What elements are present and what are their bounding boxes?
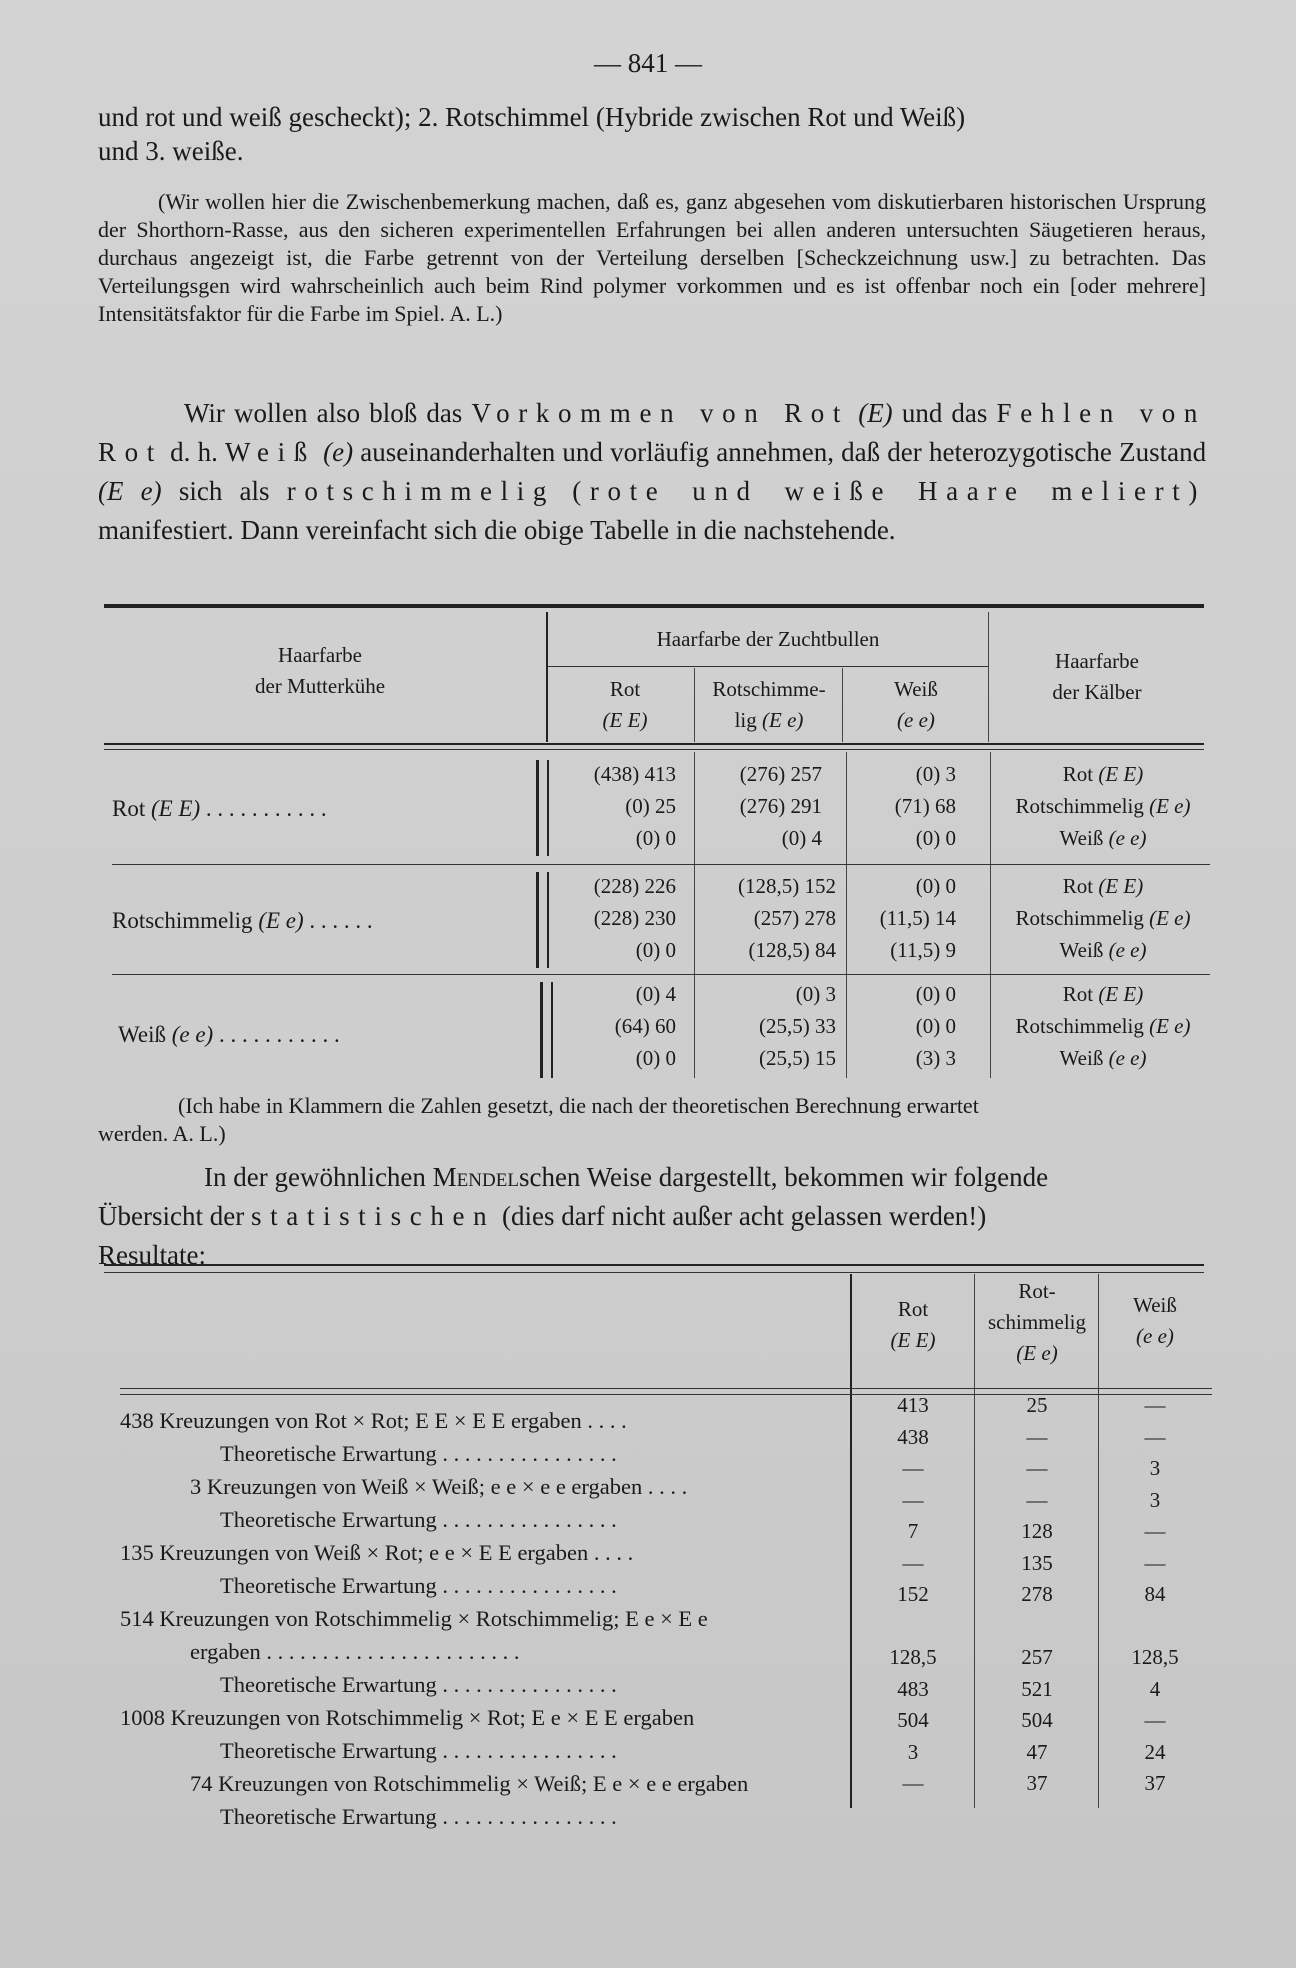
- column-rotschimmelig: [976, 1390, 1098, 1800]
- value-weiss: 3: [1149, 1456, 1161, 1480]
- column-rot: [852, 1390, 974, 1800]
- cross-row: 514 Kreuzungen von Rotschimmelig × Rotschimmelig; E e × E e: [120, 1606, 708, 1631]
- cell-rotschimmelig: (0) 3: [795, 982, 836, 1006]
- value-weiss: 128,5: [1131, 1645, 1179, 1669]
- table-divider: [988, 612, 989, 742]
- intro-line-1: und rot und weiß gescheckt); 2. Rotschimmel (Hybride zwischen Rot und Weiß): [98, 102, 966, 132]
- value-rot: 438: [897, 1424, 929, 1449]
- cell-rot: (0) 25: [625, 794, 676, 818]
- table-top-rule: [104, 1264, 1204, 1266]
- cross-row: 1008 Kreuzungen von Rotschimmelig × Rot; E e × E E ergaben: [120, 1705, 695, 1730]
- table-divider: [548, 666, 988, 667]
- brace: [540, 982, 553, 1078]
- cell-calf: Rot (E E): [1062, 762, 1144, 786]
- cell-weiss: (11,5) 9: [890, 938, 956, 962]
- value-rotschimmelig: [976, 1611, 1098, 1643]
- value-rot: 504: [897, 1708, 929, 1732]
- value-rotschimmelig: —: [1026, 1456, 1048, 1480]
- value-rot: 483: [897, 1676, 929, 1701]
- mendel-paragraph: In der gewöhnlichen Mendelschen Weise dargestellt, bekommen wir folgende Übersicht der statistischen (dies darf nicht außer acht gelassen werden!) Resultate:: [98, 1162, 1049, 1270]
- intro-text: [98, 100, 1206, 168]
- table-divider: [694, 752, 695, 1078]
- table-divider: [694, 668, 695, 742]
- value-rotschimmelig: 128: [1021, 1519, 1053, 1543]
- header-rot: Rot (E E): [890, 1297, 936, 1352]
- cell-rotschimmelig: (257) 278: [753, 906, 836, 930]
- value-rotschimmelig: 25: [1026, 1393, 1048, 1417]
- cell-rot: (228) 230: [593, 906, 676, 930]
- cell-rotschimmelig: (25,5) 15: [759, 1046, 836, 1070]
- value-rot: 413: [897, 1393, 929, 1417]
- main-paragraph: Wir wollen also bloß das Vorkommen von Rot (E) und das Fehlen von Rot d. h. Weiß (e) auseinanderhalten und vorläufig annehmen, daß der heterozygotische Zustand (E e) sich als rotschimmelig (rote und weiße Haare meliert) manifestiert. Dann vereinfacht sich die obige Tabelle in die nachstehende.: [98, 398, 1207, 545]
- table-divider: [846, 752, 847, 1078]
- page-number: — 841 —: [594, 48, 702, 78]
- cell-calf: Weiß (e e): [1059, 938, 1147, 962]
- value-weiss: —: [1144, 1424, 1166, 1449]
- value-rot: [852, 1611, 974, 1643]
- value-rot: 152: [897, 1582, 929, 1606]
- value-weiss: —: [1144, 1519, 1166, 1543]
- value-rotschimmelig: —: [1026, 1424, 1048, 1449]
- cell-rot: (0) 0: [635, 826, 676, 850]
- value-weiss: —: [1144, 1393, 1166, 1417]
- intro-line-2: und 3. weiße.: [98, 136, 244, 166]
- cell-rot: (0) 0: [635, 938, 676, 962]
- header-bulls: Haarfarbe der Zuchtbullen: [656, 627, 880, 651]
- table-divider: [842, 668, 843, 742]
- group-divider: [112, 974, 1210, 975]
- cross-row: Theoretische Erwartung . . . . . . . . . . . . . . . .: [220, 1441, 617, 1466]
- cross-row: 135 Kreuzungen von Weiß × Rot; e e × E E ergaben . . . .: [120, 1540, 634, 1565]
- value-weiss: 24: [1144, 1739, 1166, 1764]
- cell-calf: Rot (E E): [1062, 874, 1144, 898]
- value-rotschimmelig: 504: [1021, 1708, 1053, 1732]
- cross-row: Theoretische Erwartung . . . . . . . . . . . . . . . .: [220, 1507, 617, 1532]
- value-rotschimmelig: 278: [1021, 1582, 1053, 1606]
- cell-rotschimmelig: (25,5) 33: [759, 1014, 836, 1038]
- header-bull-weiss: Weiß (e e): [894, 677, 938, 732]
- cell-calf: Rotschimmelig (E e): [1015, 794, 1191, 818]
- cell-rot: (438) 413: [593, 762, 676, 786]
- value-weiss: 3: [1149, 1487, 1161, 1512]
- table-divider: [990, 752, 991, 1078]
- table-divider: [974, 1274, 975, 1808]
- cell-weiss: (0) 0: [915, 874, 956, 898]
- table-divider: [1098, 1274, 1099, 1808]
- cell-calf: Rotschimmelig (E e): [1015, 1014, 1191, 1038]
- mother-row-label: Rotschimmelig (E e) . . . . . .: [112, 908, 373, 933]
- header-bull-rot: Rot (E E): [602, 677, 648, 732]
- group-divider: [112, 864, 1210, 865]
- crosses-list: [120, 1404, 850, 1833]
- header-rule: [120, 1388, 1212, 1389]
- value-rot: —: [902, 1550, 924, 1575]
- value-weiss: [1100, 1611, 1210, 1643]
- header-bull-rotschimmelig: Rotschimme- lig (E e): [712, 677, 826, 732]
- value-weiss: —: [1144, 1708, 1166, 1732]
- table-top-rule: [104, 1272, 1204, 1273]
- column-weiss: [1100, 1390, 1210, 1800]
- value-rotschimmelig: 521: [1021, 1676, 1053, 1701]
- header-rotschimmelig: Rot- schimmelig (E e): [988, 1279, 1086, 1365]
- cell-rot: (64) 60: [614, 1014, 676, 1038]
- cross-row: Theoretische Erwartung . . . . . . . . . . . . . . . .: [220, 1573, 617, 1598]
- cell-weiss: (0) 0: [915, 982, 956, 1006]
- header-mother: Haarfarbe der Mutterkühe: [254, 643, 386, 698]
- value-rot: —: [902, 1487, 924, 1512]
- table-header-rule: [104, 749, 1204, 750]
- cell-rotschimmelig: (276) 257: [739, 762, 822, 786]
- value-weiss: 84: [1144, 1582, 1166, 1606]
- value-rot: —: [902, 1456, 924, 1480]
- header-calves: Haarfarbe der Kälber: [1052, 649, 1142, 704]
- value-rotschimmelig: 47: [1026, 1739, 1048, 1764]
- table-top-rule: [104, 604, 1204, 608]
- table-note: (Ich habe in Klammern die Zahlen gesetzt, die nach der theoretischen Berechnung erwartet werden. A. L.): [98, 1093, 979, 1146]
- cross-row: 3 Kreuzungen von Weiß × Weiß; e e × e e ergaben . . . .: [190, 1474, 688, 1499]
- value-rotschimmelig: 135: [1021, 1550, 1053, 1575]
- cross-row: Theoretische Erwartung . . . . . . . . . . . . . . . .: [220, 1672, 617, 1697]
- value-rotschimmelig: —: [1026, 1487, 1048, 1512]
- cell-weiss: (71) 68: [894, 794, 956, 818]
- footnote-paragraph: (Wir wollen hier die Zwischenbemerkung machen, daß es, ganz abgesehen vom diskutierbaren historischen Ursprung der Shorthorn-Rasse, aus den sicheren experimentellen Erfahrungen bei allen anderen untersuchten Säugetieren heraus, durchaus angezeigt ist, die Farbe getrennt von der Verteilung derselben [Scheckzeichnung usw.] zu betrachten. Das Verteilungsgen wird wahrscheinlich auch beim Rind polymer vorkommen und es ist offenbar noch ein [oder mehrere] Intensitätsfaktor für die Farbe im Spiel. A. L.): [98, 189, 1206, 326]
- value-weiss: 4: [1149, 1676, 1161, 1701]
- value-rot: 7: [907, 1519, 919, 1543]
- cell-weiss: (0) 0: [915, 826, 956, 850]
- cell-calf: Rot (E E): [1062, 982, 1144, 1006]
- cross-row: Theoretische Erwartung . . . . . . . . . . . . . . . .: [220, 1804, 617, 1829]
- cell-rotschimmelig: (128,5) 152: [738, 874, 836, 898]
- cell-calf: Rotschimmelig (E e): [1015, 906, 1191, 930]
- value-rot: —: [902, 1771, 924, 1795]
- brace: [536, 872, 549, 968]
- cell-rotschimmelig: (128,5) 84: [748, 938, 836, 962]
- mother-row-label: Rot (E E) . . . . . . . . . . .: [112, 796, 327, 821]
- cell-weiss: (3) 3: [915, 1046, 956, 1070]
- cell-rotschimmelig: (276) 291: [739, 794, 822, 818]
- cell-calf: Weiß (e e): [1059, 826, 1147, 850]
- value-weiss: 37: [1144, 1771, 1166, 1795]
- brace: [536, 760, 549, 856]
- mother-row-label: Weiß (e e) . . . . . . . . . . .: [118, 1022, 340, 1047]
- cell-weiss: (0) 0: [915, 1014, 956, 1038]
- cross-row: ergaben . . . . . . . . . . . . . . . . . . . . . . .: [190, 1639, 520, 1664]
- value-weiss: —: [1144, 1550, 1166, 1575]
- table-header-rule: [104, 743, 1204, 745]
- cell-rot: (0) 4: [635, 982, 676, 1006]
- value-rotschimmelig: 257: [1021, 1645, 1053, 1669]
- cell-rotschimmelig: (0) 4: [781, 826, 822, 850]
- value-rot: 128,5: [889, 1645, 937, 1669]
- cell-weiss: (0) 3: [915, 762, 956, 786]
- cell-rot: (228) 226: [593, 874, 676, 898]
- cross-row: 74 Kreuzungen von Rotschimmelig × Weiß; E e × e e ergaben: [190, 1771, 749, 1796]
- cell-weiss: (11,5) 14: [879, 906, 956, 930]
- cross-row: Theoretische Erwartung . . . . . . . . . . . . . . . .: [220, 1738, 617, 1763]
- cell-calf: Weiß (e e): [1059, 1046, 1147, 1070]
- header-weiss: Weiß (e e): [1133, 1293, 1177, 1348]
- cell-rot: (0) 0: [635, 1046, 676, 1070]
- cross-row: 438 Kreuzungen von Rot × Rot; E E × E E ergaben . . . .: [120, 1408, 627, 1433]
- value-rot: 3: [907, 1739, 919, 1764]
- value-rotschimmelig: 37: [1026, 1771, 1048, 1795]
